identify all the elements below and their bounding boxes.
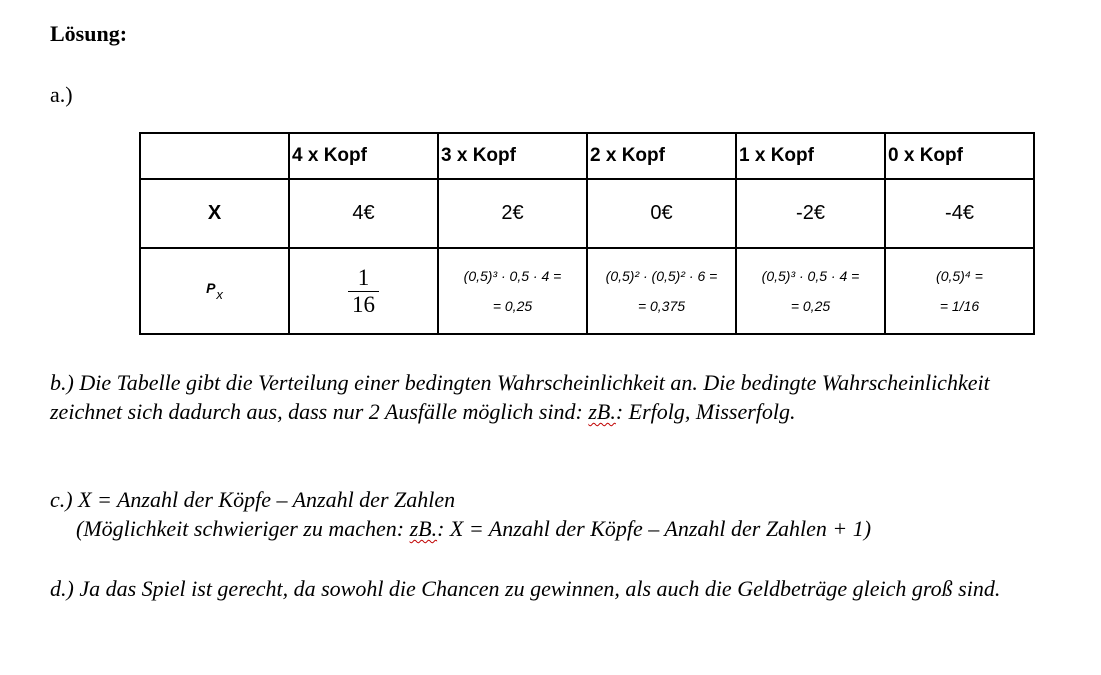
probability-formula: (0,5)⁴ =	[936, 268, 983, 284]
probability-formula: (0,5)³ · 0,5 · 4 =	[761, 268, 860, 284]
probability-cell	[587, 248, 736, 334]
fraction-denominator: 16	[352, 291, 375, 317]
x-row-label: X	[140, 179, 289, 248]
x-value-cell: -2€	[736, 179, 885, 248]
fraction-numerator: 1	[348, 265, 379, 291]
distribution-table	[139, 132, 1035, 335]
part-c-line2-before: (Möglichkeit schwieriger zu machen:	[76, 516, 410, 541]
part-c-line2-after: : X = Anzahl der Köpfe – Anzahl der Zahlen + 1)	[437, 516, 872, 541]
header-cell-3-heads: 3 x Kopf	[438, 133, 587, 179]
probability-result: = 1/16	[939, 298, 980, 314]
part-a-label: a.)	[50, 82, 73, 107]
probability-result: = 0,25	[790, 298, 831, 314]
probability-cell	[736, 248, 885, 334]
header-cell-2-heads: 2 x Kopf	[587, 133, 736, 179]
p-row-label	[140, 248, 289, 334]
fraction	[348, 265, 379, 317]
p-label-main: P	[206, 280, 216, 296]
part-b-paragraph	[50, 368, 1060, 426]
part-b-text-before: b.) Die Tabelle gibt die Verteilung einer bedingten Wahrscheinlichkeit an. Die bedingte Wahrscheinlichkeit zeichnet sich dadurch aus, dass nur 2 Ausfälle möglich sind:	[50, 370, 990, 424]
header-cell-4-heads: 4 x Kopf	[289, 133, 438, 179]
probability-cell	[438, 248, 587, 334]
x-value-cell: 0€	[587, 179, 736, 248]
solution-heading: Lösung:	[50, 21, 128, 46]
part-b-text-after: : Erfolg, Misserfolg.	[615, 399, 796, 424]
probability-cell	[885, 248, 1034, 334]
probability-result: = 0,375	[637, 298, 686, 314]
probability-formula: (0,5)² · (0,5)² · 6 =	[605, 268, 718, 284]
table-header-row	[140, 133, 1034, 179]
part-c-line2	[50, 514, 1060, 543]
header-cell-empty	[140, 133, 289, 179]
header-cell-0-heads: 0 x Kopf	[885, 133, 1034, 179]
x-value-cell: -4€	[885, 179, 1034, 248]
probability-cell-fraction	[289, 248, 438, 334]
part-d-paragraph: d.) Ja das Spiel ist gerecht, da sowohl die Chancen zu gewinnen, als auch die Geldbeträge gleich groß sind.	[50, 576, 1001, 601]
x-value-row	[140, 179, 1034, 248]
header-cell-1-head: 1 x Kopf	[736, 133, 885, 179]
part-c-paragraph	[50, 485, 1060, 543]
spellcheck-marked-word: zB.	[409, 516, 438, 541]
x-value-cell: 4€	[289, 179, 438, 248]
spellcheck-marked-word: zB.	[588, 399, 616, 424]
probability-formula: (0,5)³ · 0,5 · 4 =	[463, 268, 562, 284]
part-c-line1: c.) X = Anzahl der Köpfe – Anzahl der Zahlen	[50, 487, 456, 512]
probability-row	[140, 248, 1034, 334]
probability-result: = 0,25	[492, 298, 533, 314]
p-label-subscript: x	[216, 287, 223, 302]
x-value-cell: 2€	[438, 179, 587, 248]
